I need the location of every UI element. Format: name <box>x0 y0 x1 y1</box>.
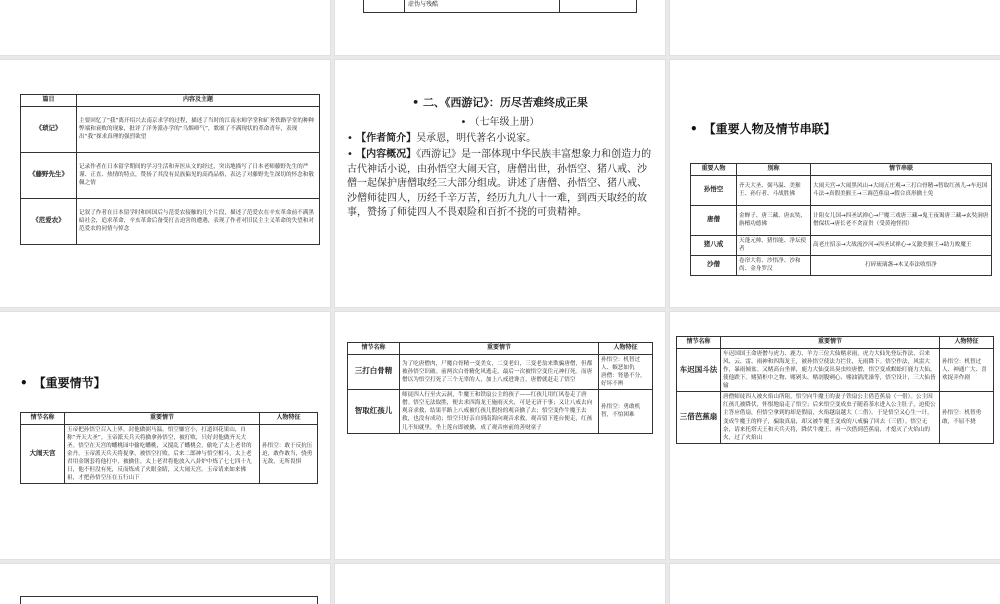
header-cell: 重要情节 <box>65 413 260 425</box>
slide-thumb-characters[interactable] <box>670 60 1000 307</box>
xiyou-title: • 二、《西游记》：历尽苦难终成正果 <box>412 96 588 109</box>
character-name: 沙僧 <box>691 255 737 275</box>
plot-name: 三借芭蕉扇 <box>677 392 721 444</box>
plot-text: 为了吃唐僧肉，尸魔白骨精一变美女，二变老妇，三变老翁来欺骗唐僧，但都被孙悟空识破。前两次白骨精化风逃走，最后一次被悟空变住元神打死。而唐僧以为悟空打死了三个无辜的人，加上八戒进谗言，唐僧就赶走了悟空 <box>400 354 599 389</box>
plot-name: 三打白骨精 <box>348 354 400 389</box>
character-name: 孙悟空 <box>691 175 737 205</box>
table-header-row <box>691 164 992 176</box>
slide-thumb-10[interactable] <box>0 564 330 604</box>
character-alias: 天蓬元帅、猪悟能、净坛使者 <box>737 235 811 255</box>
plot-name: 智取红孩儿 <box>348 390 400 434</box>
header-cell: 人物特征 <box>940 337 994 349</box>
work-summary: 记录作者在日本留学期间的学习生活和弃医从文的经过，突出地描写了日本老师藤野先生的严谨、正直、热情的特点，赞扬了其没有民族偏见的高尚品格，表达了对藤野先生深切的怀念和敬佩之情 <box>77 152 320 198</box>
table-row <box>691 175 992 205</box>
table-header-row <box>21 95 320 107</box>
plot-table-3 <box>676 336 994 444</box>
header-cell: 情节串联 <box>811 164 992 176</box>
work-title: 《琐记》 <box>21 106 77 152</box>
plot-text: 唐僧师徒四人被火焰山所阻，悟空向牛魔王的妻子铁扇公主借芭蕉扇（一借）。公主因红孩儿被降伏，怀恨地扇走了悟空；后来悟空变成虫子随着茶水进入公主肚子，迫使公主答应借扇，但悟空拿到的却是假扇，火焰越扇越大（二借）。于是悟空又心生一计，变成牛魔王的样子，骗取真扇，却又被牛魔王变成的八戒骗了回去（三借）。悟空无奈，请来托塔天王和天兵天将，降伏牛魔王，再一次借到芭蕉扇，才熄灭了火焰山的火，过了火焰山 <box>721 392 940 444</box>
table-row <box>348 354 653 389</box>
header-cell: 重要情节 <box>400 343 599 355</box>
plot-table-1 <box>20 412 318 484</box>
slide-thumb-11[interactable] <box>335 564 665 604</box>
character-alias: 金蝉子、唐三藏、唐玄奘、旃檀功德佛 <box>737 205 811 235</box>
author-text: 吴承恩，明代著名小说家。 <box>416 133 537 144</box>
character-alias: 卷帘大将、沙悟净、沙和尚、金身罗汉 <box>737 255 811 275</box>
plot-trait: 孙悟空：机智过人、嫉恶如仇 唐僧：肾愚不分，好坏不辨 <box>599 354 653 389</box>
slide-thumb-3[interactable] <box>670 0 1000 55</box>
xiyou-subtitle: • （七年级上册） <box>460 117 540 128</box>
slide-thumb-plot-1[interactable] <box>0 312 330 559</box>
table-header-row <box>21 413 318 425</box>
header-cell: 情节名称 <box>21 413 65 425</box>
header-cell: 重要情节 <box>721 337 940 349</box>
work-summary: 记叙了作者在日本留学时和回国后与范爱农接触的几个片段，描述了范爱农在辛亥革命前不满黑暗社会，追求革命，辛亥革命后备受打击迫害的遭遇，表现了作者对旧民主主义革命的失望和对范爱农的同情与悼念 <box>77 198 320 244</box>
header-cell: 情节名称 <box>677 337 721 349</box>
header-cell: 人物特征 <box>599 343 653 355</box>
table-header-row <box>677 337 994 349</box>
character-plot: 大闹天宫→大闹黑风山→大闹五庄观→三打白骨精→智取红孩儿→车迟国斗法→真假美猴王→三调芭蕉扇→假合真形擒土免 <box>811 175 992 205</box>
table-row <box>691 255 992 275</box>
slide-thumb-2[interactable] <box>335 0 665 55</box>
header-cell: 篇目 <box>21 95 77 107</box>
partial-table-text: 虚伪与残酷 <box>408 1 439 8</box>
table-header-row <box>348 343 653 355</box>
characters-table <box>690 163 992 276</box>
table-row <box>348 390 653 434</box>
character-name: 唐僧 <box>691 205 737 235</box>
table-row <box>21 152 320 198</box>
author-bullet: • 【作者简介】吴承恩，明代著名小说家。 <box>347 133 537 144</box>
slide-thumb-12[interactable] <box>670 564 1000 604</box>
table-row <box>691 235 992 255</box>
partial-table-fragment <box>363 0 637 13</box>
partial-table-fragment <box>20 596 318 604</box>
plot-trait: 孙悟空：勇敢机智，不怕困难 <box>599 390 653 434</box>
plot-name: 车迟国斗法 <box>677 348 721 392</box>
header-cell: 重要人物 <box>691 164 737 176</box>
header-cell: 情节名称 <box>348 343 400 355</box>
table-row <box>677 392 994 444</box>
work-summary: 主要回忆了“我”离开绍兴去南京求学的过程，描述了当时的江南水师学堂和矿务铁路学堂的种种弊端和衰败的现象，批评了洋务派办学的“乌烟瘴气”，歌颂了不满现状的革命青年，表现出“我”探求真理的强烈欲望 <box>77 106 320 152</box>
plot-text: 玉帝把孙悟空召入上界，封他做弼马温。悟空嫌官小，打道回花果山，自称“齐天大圣”。玉帝派天兵天将擒拿孙悟空，被打败，只好封他做齐天大圣。悟空在天宫的蟠桃园中偷吃蟠桃，又搅乱了蟠桃会，偷吃了太上老君的金丹。玉帝派天兵天将捉拿，被悟空打败。后来二郎神与悟空相斗，太上老君用金钢套将他打中，被擒住。太上老君将他放入八卦炉中炼了七七四十九日，他不但没有死，反而炼成了火眼金睛，又大闹天宫。玉帝请来如来佛祖，才把孙悟空压在五行山下 <box>65 424 260 484</box>
content-bullet: • 【内容概况】《西游记》是一部体现中华民族丰富想象力和创造力的古代神话小说，由孙悟空大闹天宫，唐僧出世，孙悟空、猪八戒、沙僧一起保护唐僧取经三大部分组成。讲述了唐僧、孙悟空、猪八戒、沙僧师徒四人，历经千辛万苦，经历九九八十一难，到西天取经的故事，赞扬了师徒四人不畏艰险和百折不挠的可贵精神。 <box>347 149 652 218</box>
plot-trait: 孙悟空：机智勇敢，不屈不挠 <box>940 392 994 444</box>
table-row <box>21 106 320 152</box>
plot-heading: • 【重要情节】 <box>20 376 106 390</box>
table-row <box>21 424 318 484</box>
character-plot: 计阻女儿国→四圣试禅心→尸魔三戏唐三藏→鬼王夜谒唐三藏→玄奘洞唐僧保状→唐长老不贪富贵（受黄袍怪拐） <box>811 205 992 235</box>
plot-text: 车迟国国王命唐僧与虎力、鹿力、羊力三位大仙赌求雨，虎力大仙先登坛作法，召来风、云、雷、雨神和四海龙王，被孙悟空使法力拦住，无雨降下。悟空作法，风雷大作，暴雨倾盆。又赌高台坐禅，鹿力大仙变出臭虫咬唐僧，悟空变成蜈蚣叮鹿力大仙，使他跌下。赌猜柜中之物、赌剁头、赌剖腹剜心、赌油锅洗澡等，悟空设计，三大仙皆输 <box>721 348 940 392</box>
header-cell: 内容及主题 <box>77 95 320 107</box>
work-title: 《藤野先生》 <box>21 152 77 198</box>
character-name: 猪八戒 <box>691 235 737 255</box>
table-row <box>677 348 994 392</box>
content-label: 【内容概况】 <box>356 149 417 160</box>
slide-thumb-1[interactable] <box>0 0 330 55</box>
characters-heading: • 【重要人物及情节串联】 <box>690 122 836 136</box>
character-plot: 高老庄招亲→大战流沙河→四圣试禅心→义激美猴王→助力败魔王 <box>811 235 992 255</box>
header-cell: 人物特征 <box>260 413 318 425</box>
character-alias: 齐天大圣、弼马温、美猴王、孙行者、斗战胜佛 <box>737 175 811 205</box>
content-text: 《西游记》是一部体现中华民族丰富想象力和创造力的古代神话小说，由孙悟空大闹天宫，唐僧出世，孙悟空、猪八戒、沙僧一起保护唐僧取经三大部分组成。讲述了唐僧、孙悟空、猪八戒、沙僧师徒四人，历经千辛万苦，经历九九八十一难，到西天取经的故事，赞扬了师徒四人不畏艰险和百折不挠的可贵精神。 <box>347 149 652 218</box>
table-row <box>21 198 320 244</box>
plot-name: 大闹天宫 <box>21 424 65 484</box>
slide-thumb-plot-2[interactable] <box>335 312 665 559</box>
works-table <box>20 94 320 245</box>
author-label: 【作者简介】 <box>356 133 417 144</box>
slide-thumb-works[interactable] <box>0 60 330 307</box>
slide-thumb-xiyou[interactable] <box>335 60 665 307</box>
work-title: 《范爱农》 <box>21 198 77 244</box>
header-cell: 别称 <box>737 164 811 176</box>
table-row <box>691 205 992 235</box>
slide-thumb-plot-3[interactable] <box>670 312 1000 559</box>
plot-text: 师徒四人行至火云洞，牛魔王和铁扇公主的孩子——红孩儿用红风卷走了唐僧。悟空无法取胜，便去求四海龙王施雨灭火，可是无济于事；又让八戒去向观音求救，结果半路上八戒被红孩儿假扮的观音擒了去；悟空变作牛魔王去救，也没有成功；悟空只好亲自到南海向观音求救。观音留下莲台便走，红孩儿不知就里，坐上莲台即被擒，成了观音座前的善财童子 <box>400 390 599 434</box>
plot-trait: 孙悟空：机智过人、神通广大、喜欢捉弄作剧 <box>940 348 994 392</box>
plot-trait: 孙悟空：敢于反抗压迫，敢作敢当，骁勇无敌，无所畏惧 <box>260 424 318 484</box>
plot-table-2 <box>347 342 653 434</box>
character-plot: 打碎琉璃盏→木叉奉法收悟净 <box>811 255 992 275</box>
